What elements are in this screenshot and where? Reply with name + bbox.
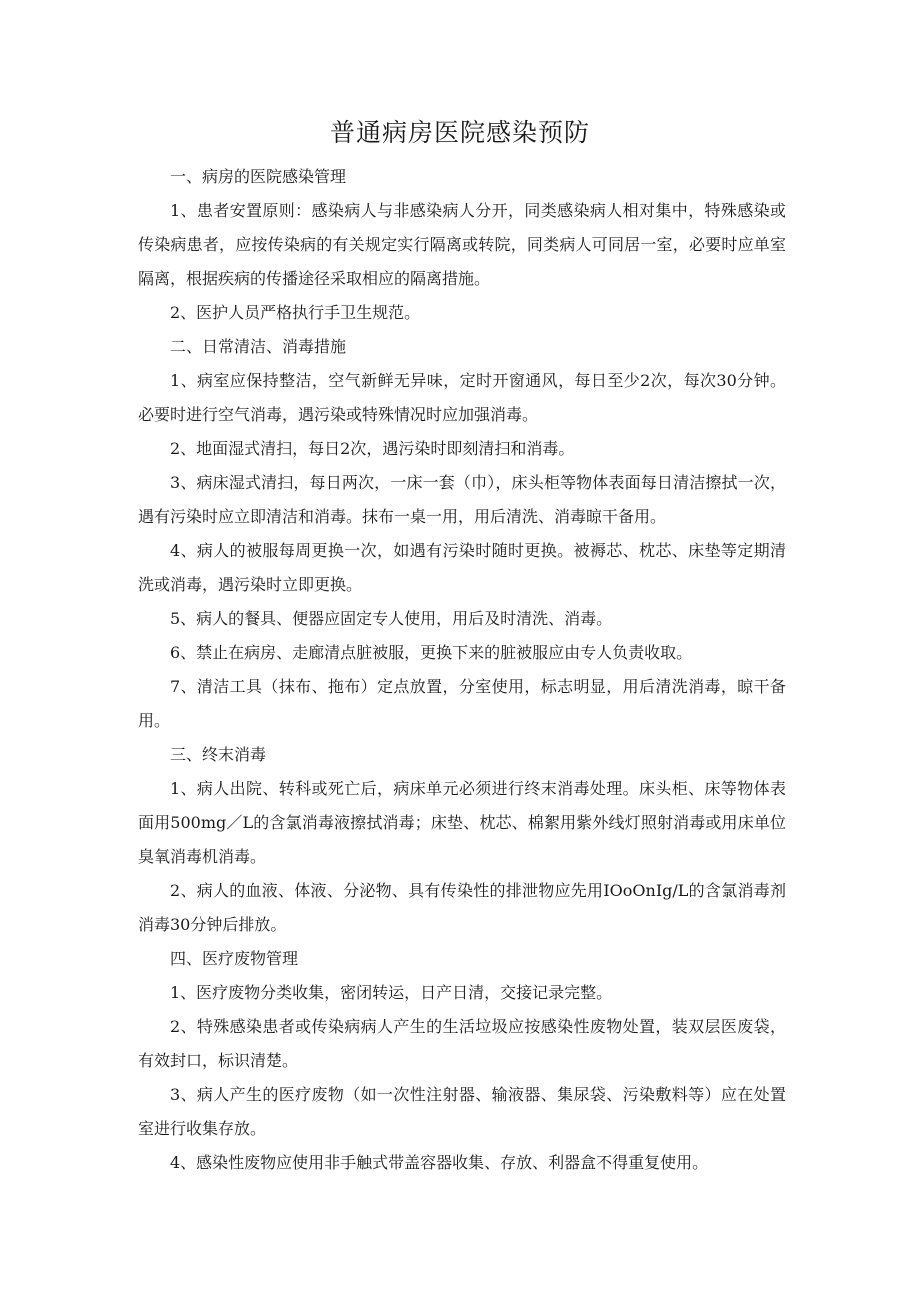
paragraph: 1、医疗废物分类收集，密闭转运，日产日清，交接记录完整。 xyxy=(170,983,613,1002)
paragraph: 2、医护人员严格执行手卫生规范。 xyxy=(170,303,421,322)
section-heading-3: 三、终末消毒 xyxy=(170,745,267,764)
paragraph: 1、病人出院、转科或死亡后，病床单元必须进行终末消毒处理。床头柜、床等物体表面用500mg／L的含氯消毒液擦拭消毒；床垫、枕芯、棉絮用紫外线灯照射消毒或用床单位臭氧消毒机消毒。 xyxy=(138,779,786,866)
paragraph: 6、禁止在病房、走廊清点脏被服，更换下来的脏被服应由专人负责收取。 xyxy=(170,643,693,662)
section-heading-2: 二、日常清洁、消毒措施 xyxy=(170,337,347,356)
paragraph: 3、病床湿式清扫，每日两次，一床一套（巾），床头柜等物体表面每日清洁擦拭一次，遇有污染时应立即清洁和消毒。抹布一桌一用，用后清洗、消毒晾干备用。 xyxy=(138,473,786,526)
paragraph: 2、地面湿式清扫，每日2次，遇污染时即刻清扫和消毒。 xyxy=(170,439,575,458)
document-title: 普通病房医院感染预防 xyxy=(329,118,590,147)
paragraph: 4、病人的被服每周更换一次，如遇有污染时随时更换。被褥芯、枕芯、床垫等定期清洗或消毒，遇污染时立即更换。 xyxy=(138,541,786,594)
paragraph: 1、患者安置原则：感染病人与非感染病人分开，同类感染病人相对集中，特殊感染或传染病患者，应按传染病的有关规定实行隔离或转院，同类病人可同居一室，必要时应单室隔离，根据疾病的传播途径采取相应的隔离措施。 xyxy=(138,201,786,288)
paragraph: 7、清洁工具（抹布、拖布）定点放置，分室使用，标志明显，用后清洗消毒，晾干备用。 xyxy=(138,677,786,730)
paragraph: 2、病人的血液、体液、分泌物、具有传染性的排泄物应先用IOoOnIg/L的含氯消毒剂消毒30分钟后排放。 xyxy=(138,881,786,934)
paragraph: 1、病室应保持整洁，空气新鲜无异味，定时开窗通风，每日至少2次，每次30分钟。必要时进行空气消毒，遇污染或特殊情况时应加强消毒。 xyxy=(138,371,786,424)
paragraph: 4、感染性废物应使用非手触式带盖容器收集、存放、利器盒不得重复使用。 xyxy=(170,1153,709,1172)
section-heading-1: 一、病房的医院感染管理 xyxy=(170,167,347,186)
paragraph: 5、病人的餐具、便器应固定专人使用，用后及时清洗、消毒。 xyxy=(170,609,613,628)
document-body xyxy=(138,160,786,1180)
section-heading-4: 四、医疗废物管理 xyxy=(170,949,299,968)
paragraph: 3、病人产生的医疗废物（如一次性注射器、输液器、集尿袋、污染敷料等）应在处置室进行收集存放。 xyxy=(138,1085,786,1138)
paragraph: 2、特殊感染患者或传染病病人产生的生活垃圾应按感染性废物处置，装双层医废袋，有效封口，标识清楚。 xyxy=(138,1017,786,1070)
